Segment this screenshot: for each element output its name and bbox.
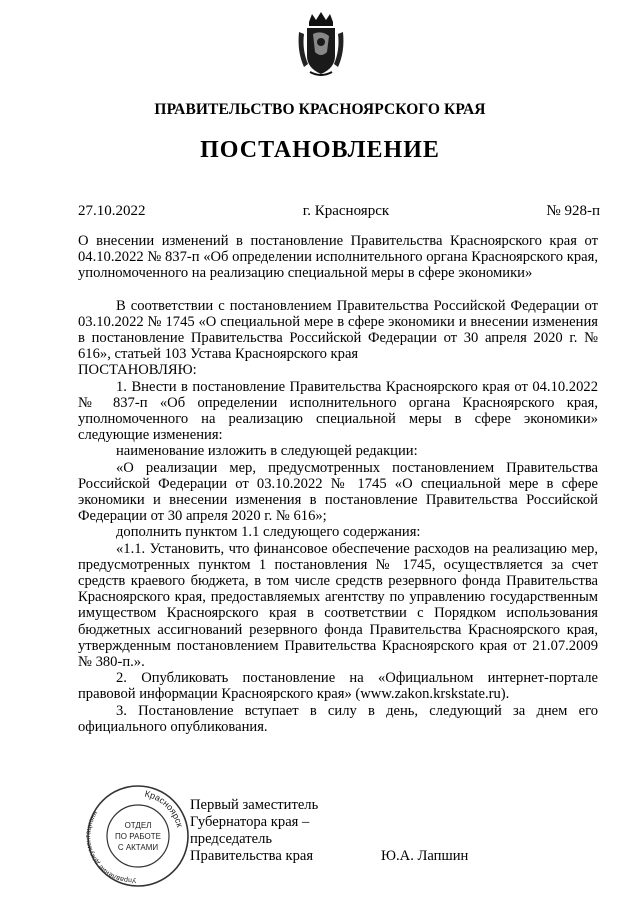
stamp-center-line: ОТДЕЛ	[124, 821, 152, 830]
signer-name: Ю.А. Лапшин	[381, 848, 469, 864]
signer-title-line: председатель	[190, 831, 273, 847]
signer-title-line: Губернатора края –	[190, 814, 310, 830]
document-body	[78, 233, 598, 735]
document-city: г. Красноярск	[302, 203, 390, 219]
signer-title-line: Первый заместитель	[190, 797, 319, 813]
paragraph: 1. Внести в постановление Правительства Красноярского края от 04.10.2022 № 837-п «Об определении исполнительного органа Красноярского края, уполномоченного на реализацию специальной меры в сфере экономики» следующие изменения:	[78, 378, 598, 444]
document-type-title: ПОСТАНОВЛЕНИЕ	[200, 137, 440, 163]
paragraph: В соответствии с постановлением Правительства Российской Федерации от 03.10.2022 № 1745 «О специальной мере в сфере экономики и внесении изменения в постановление Правительства Российской Федерации от 30 апреля 2020 г. № 616», статьей 103 Устава Красноярского края	[78, 297, 598, 363]
signature-block	[190, 797, 318, 865]
stamp-ring-side: Управление документационн	[85, 809, 137, 884]
signer-title-line: Правительства края	[190, 848, 314, 864]
paragraph: ПОСТАНОВЛЯЮ:	[78, 362, 197, 379]
document-number: № 928-п	[546, 203, 600, 219]
paragraph: дополнить пунктом 1.1 следующего содержания:	[116, 524, 421, 541]
paragraph: «О реализации мер, предусмотренных постановлением Правительства Российской Федерации от 03.10.2022 № 1745 «О специальной мере в сфере экономики и внесении изменения в постановление Правительства Российской Федерации от 30 апреля 2020 г. № 616»;	[78, 459, 598, 525]
stamp-seal	[84, 782, 192, 890]
stamp-center-line: С АКТАМИ	[117, 843, 159, 852]
government-title: ПРАВИТЕЛЬСТВО КРАСНОЯРСКОГО КРАЯ	[154, 101, 486, 118]
stamp-center-line: ПО РАБОТЕ	[115, 832, 161, 841]
coat-of-arms-icon	[296, 12, 346, 78]
paragraph: «1.1. Установить, что финансовое обеспечение расходов на реализацию мер, предусмотренных пунктом 1 постановления № 1745, осуществляется за счет средств краевого бюджета, в том числе средств резервного фонда Правительства Красноярского края, предоставляемых агентству по управлению государственным имуществом Красноярского края в соответствии с Порядком использования бюджетных ассигнований резервного фонда Правительства Красноярского края, утвержденным постановлением Правительства Красноярского края от 21.07.2009 № 380-п.».	[78, 540, 598, 671]
document-subject: О внесении изменений в постановление Правительства Красноярского края от 04.10.2022 № 837-п «Об определении исполнительного органа Красноярского края, уполномоченного на реализацию специальной меры в сфере экономики»	[78, 233, 598, 282]
paragraph: 2. Опубликовать постановление на «Официальном интернет-портале правовой информации Красноярского края» (www.zakon.krskstate.ru).	[78, 670, 598, 703]
stamp-ring-top: Красноярск	[143, 788, 185, 829]
paragraph: 3. Постановление вступает в силу в день, следующий за днем его официального опубликования.	[78, 702, 598, 735]
paragraph: наименование изложить в следующей редакции:	[116, 443, 418, 460]
document-meta	[78, 203, 600, 220]
document-date: 27.10.2022	[78, 203, 146, 219]
